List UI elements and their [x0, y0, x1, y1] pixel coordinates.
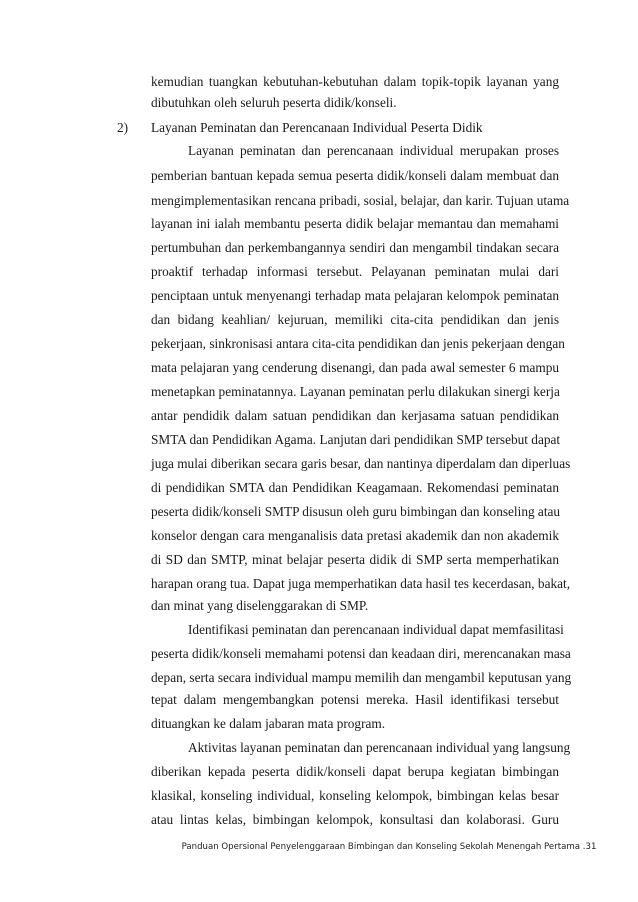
body-line: dan minat yang diselenggarakan di SMP.: [151, 598, 369, 613]
body-line: antar pendidik dalam satuan pendidikan dan kerjasama satuan pendidikan: [151, 408, 559, 423]
body-line: di pendidikan SMTA dan Pendidikan Keagamaan. Rekomendasi peminatan: [151, 480, 559, 495]
body-line: tepat dalam mengembangkan potensi mereka. Hasil identifikasi tersebut: [151, 692, 559, 707]
section-heading: Layanan Peminatan dan Perencanaan Individual Peserta Didik: [151, 120, 483, 135]
body-line: juga mulai diberikan secara garis besar, dan nantinya diperdalam dan diperluas: [151, 456, 571, 471]
body-line: menetapkan peminatannya. Layanan peminatan perlu dilakukan sinergi kerja: [151, 384, 560, 399]
body-line: atau lintas kelas, bimbingan kelompok, konsultasi dan kolaborasi. Guru: [151, 812, 559, 827]
body-line: mata pelajaran yang cenderung disenangi, dan pada awal semester 6 mampu: [151, 360, 559, 375]
body-line: konselor dengan cara menganalisis data pretasi akademik dan non akademik: [151, 528, 559, 543]
body-line: depan, serta secara individual mampu memilih dan mengambil keputusan yang: [151, 670, 572, 685]
body-line: Identifikasi peminatan dan perencanaan individual dapat memfasilitasi: [188, 622, 564, 637]
body-line: klasikal, konseling individual, konseling kelompok, bimbingan kelas besar: [151, 788, 559, 803]
body-line: pemberian bantuan kepada semua peserta didik/konseli dalam membuat dan: [151, 168, 559, 183]
body-line: layanan ini ialah membantu peserta didik belajar memantau dan memahami: [151, 216, 559, 231]
body-line: pekerjaan, sinkronisasi antara cita-cita pendidikan dan jenis pekerjaan dengan: [151, 336, 565, 351]
body-line: Aktivitas layanan peminatan dan perencanaan individual yang langsung: [188, 740, 571, 755]
page-footer: Panduan Opersional Penyelenggaraan Bimbingan dan Konseling Sekolah Menengah Pertama .31: [181, 842, 597, 852]
body-line: penciptaan untuk menyenangi terhadap mata pelajaran kelompok peminatan: [151, 288, 559, 303]
body-line: di SD dan SMTP, minat belajar peserta didik di SMP serta memperhatikan: [151, 552, 559, 567]
body-line: kemudian tuangkan kebutuhan-kebutuhan dalam topik-topik layanan yang: [151, 74, 559, 89]
body-line: dibutuhkan oleh seluruh peserta didik/konseli.: [151, 95, 397, 110]
body-line: peserta didik/konseli SMTP disusun oleh guru bimbingan dan konseling atau: [151, 504, 561, 519]
body-line: dituangkan ke dalam jabaran mata program.: [151, 716, 386, 731]
body-line: harapan orang tua. Dapat juga memperhatikan data hasil tes kecerdasan, bakat,: [151, 576, 571, 591]
body-line: Layanan peminatan dan perencanaan individual merupakan proses: [188, 143, 559, 158]
section-number: 2): [117, 120, 129, 135]
body-line: dan bidang keahlian/ kejuruan, memiliki cita-cita pendidikan dan jenis: [151, 312, 559, 327]
body-line: pertumbuhan dan perkembangannya sendiri dan mengambil tindakan secara: [151, 240, 559, 255]
body-line: mengimplementasikan rencana pribadi, sosial, belajar, dan karir. Tujuan utama: [151, 193, 570, 208]
body-line: SMTA dan Pendidikan Agama. Lanjutan dari pendidikan SMP tersebut dapat: [151, 432, 561, 447]
body-line: peserta didik/konseli memahami potensi dan keadaan diri, merencanakan masa: [151, 646, 571, 661]
body-line: proaktif terhadap informasi tersebut. Pelayanan peminatan mulai dari: [151, 264, 559, 279]
body-line: diberikan kepada peserta didik/konseli dapat berupa kegiatan bimbingan: [151, 764, 559, 779]
